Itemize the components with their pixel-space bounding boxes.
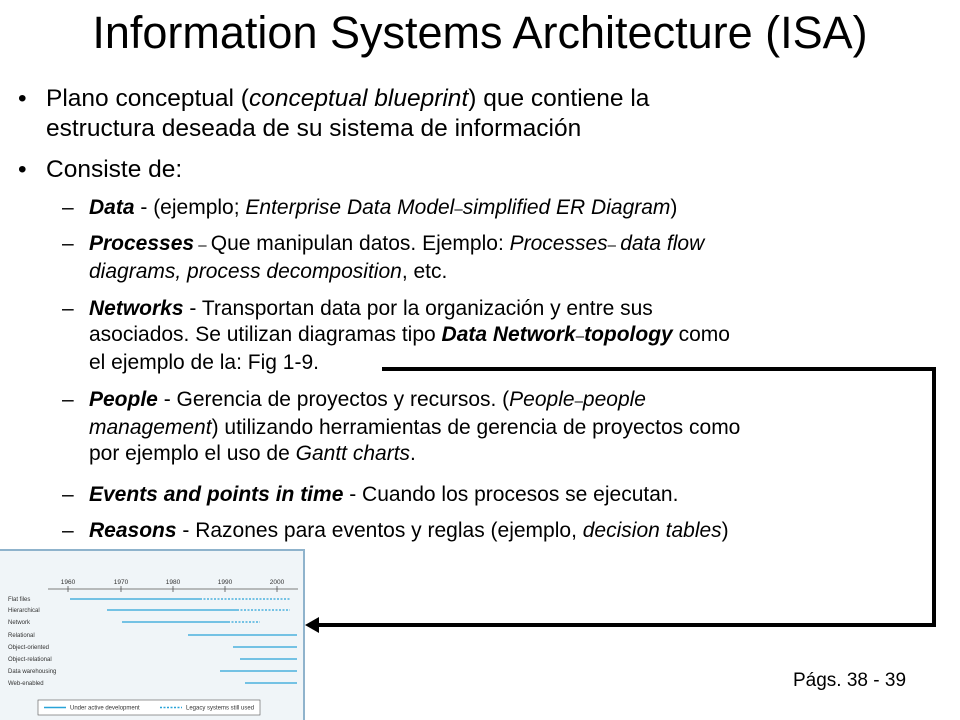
item-processes-line2-end: , etc. — [401, 260, 448, 283]
year-tick-label: 1960 — [60, 579, 76, 586]
item-reasons — [62, 518, 942, 544]
bullet2-text: Consiste de: — [46, 156, 183, 183]
item-reasons-text-a: - Razones para eventos y reglas (ejemplo, — [176, 519, 583, 542]
item-reasons-italic: decision tables — [582, 519, 722, 542]
legend-active-label: Under active development — [70, 705, 140, 712]
dash-marker: – — [62, 388, 74, 411]
item-reasons-name: Reasons — [89, 519, 177, 542]
category-label: Object-relational — [8, 657, 52, 663]
item-networks-line2-end: como — [672, 323, 730, 346]
item-processes-italic-a: Processes — [509, 232, 608, 255]
item-people-line2-italic: management — [89, 416, 212, 439]
item-people-italic-a: People — [509, 388, 575, 411]
item-data-italic-a: Enterprise Data Model — [245, 196, 455, 219]
item-people-line2-text: ) utilizando herramientas de gerencia de proyectos como — [211, 416, 741, 439]
item-people-name: People — [89, 388, 158, 411]
item-events-name: Events and points in time — [89, 483, 344, 506]
slide-title: Information Systems Architecture (ISA) — [92, 7, 868, 58]
item-networks-dash: – — [575, 328, 585, 345]
item-networks — [62, 296, 942, 376]
item-processes — [62, 231, 942, 285]
item-data-text-b: ) — [670, 196, 678, 219]
item-people-dash: – — [574, 393, 583, 410]
item-people — [62, 387, 942, 467]
dash-marker: – — [62, 232, 74, 255]
item-networks-bold-b: topology — [584, 323, 673, 346]
item-networks-text-a: - Transportan data por la organización y entre sus — [183, 297, 653, 320]
dash-marker: – — [62, 519, 74, 542]
connector-top-segment — [382, 367, 936, 371]
bullet1-italic: conceptual blueprint — [248, 85, 469, 112]
bullet-marker: • — [18, 85, 27, 112]
year-tick-label: 2000 — [269, 579, 285, 586]
item-processes-dash-a: – — [194, 237, 211, 254]
category-label: Data warehousing — [8, 669, 57, 675]
year-tick-label: 1970 — [113, 579, 129, 586]
year-tick-label: 1990 — [217, 579, 233, 586]
timeline-svg — [0, 551, 303, 720]
item-data-dash: – — [454, 201, 463, 218]
category-label: Relational — [8, 633, 35, 639]
bullet1-text-a: Plano conceptual ( — [46, 85, 249, 112]
dash-marker: – — [62, 483, 74, 506]
connector-right-segment — [932, 367, 936, 627]
item-processes-name: Processes — [89, 232, 195, 255]
bullet-marker: • — [18, 156, 27, 183]
connector-bottom-segment — [316, 623, 936, 627]
category-label: Web-enabled — [8, 681, 44, 687]
item-processes-dash-b: – — [607, 237, 621, 254]
item-networks-name: Networks — [89, 297, 184, 320]
item-data-text-a: - (ejemplo; — [134, 196, 246, 219]
dash-marker: – — [62, 297, 74, 320]
item-people-line3-end: . — [410, 442, 416, 465]
page-reference: Págs. 38 - 39 — [793, 670, 907, 691]
bullet1-text-b: ) que contiene la — [468, 85, 650, 112]
item-networks-line3: el ejemplo de la: Fig 1-9. — [89, 351, 319, 374]
item-data-italic-b: simplified ER Diagram — [462, 196, 671, 219]
item-events-text: - Cuando los procesos se ejecutan. — [343, 483, 679, 506]
bullet1-line2: estructura deseada de su sistema de información — [46, 115, 582, 142]
category-label: Flat files — [8, 597, 31, 603]
category-label: Object-oriented — [8, 645, 50, 651]
bullet-conceptual-blueprint — [18, 84, 918, 144]
item-processes-line2: diagrams, process decomposition — [89, 260, 402, 283]
item-networks-line2: asociados. Se utilizan diagramas tipo — [89, 323, 442, 346]
item-people-line3-text: por ejemplo el uso de — [89, 442, 296, 465]
item-processes-text-a: Que manipulan datos. Ejemplo: — [210, 232, 510, 255]
bullet-consiste-de — [18, 155, 918, 185]
item-reasons-text-b: ) — [721, 519, 729, 542]
item-processes-italic-b: data flow — [620, 232, 705, 255]
arrowhead-left-icon — [305, 617, 319, 633]
item-people-italic-b: people — [582, 388, 646, 411]
figure-database-timeline — [0, 549, 305, 720]
item-people-text-a: - Gerencia de proyectos y recursos. ( — [157, 388, 510, 411]
item-data — [62, 195, 942, 223]
category-label: Hierarchical — [8, 608, 40, 614]
year-tick-label: 1980 — [165, 579, 181, 586]
category-label: Network — [8, 620, 31, 626]
item-data-name: Data — [89, 196, 135, 219]
legend-legacy-label: Legacy systems still used — [186, 705, 255, 712]
item-people-line3-italic: Gantt charts — [295, 442, 411, 465]
item-networks-bold-a: Data Network — [441, 323, 576, 346]
item-events — [62, 482, 942, 508]
dash-marker: – — [62, 196, 74, 219]
